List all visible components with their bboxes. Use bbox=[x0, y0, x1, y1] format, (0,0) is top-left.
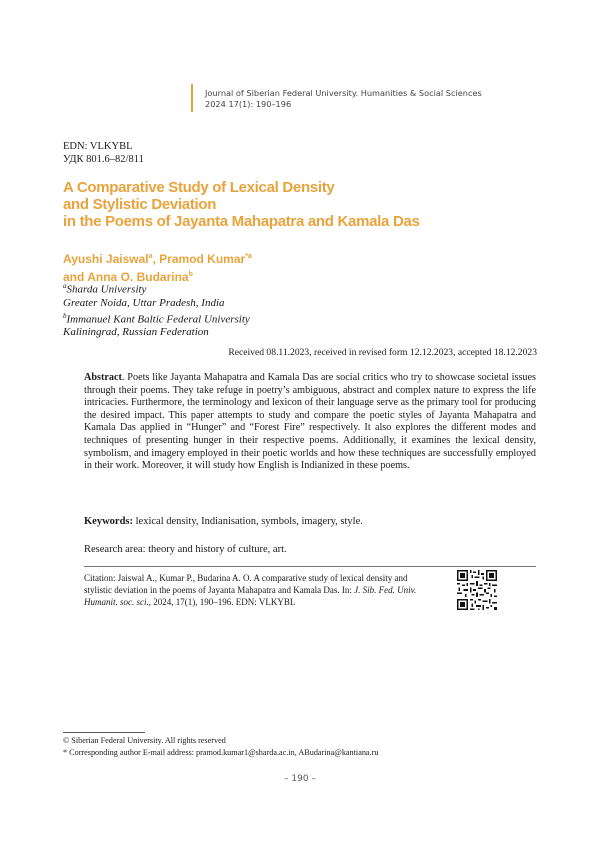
citation-divider bbox=[84, 566, 536, 567]
research-area: Research area: theory and history of culture, art. bbox=[84, 544, 287, 555]
author-name: Pramod Kumar bbox=[159, 252, 246, 266]
affil-org: Immanuel Kant Baltic Federal University bbox=[66, 313, 250, 326]
article-meta bbox=[63, 140, 144, 166]
received-dates: Received 08.11.2023, received in revised form 12.12.2023, accepted 18.12.2023 bbox=[228, 347, 537, 358]
journal-issue: 2024 17(1): 190–196 bbox=[205, 99, 292, 109]
journal-name: Journal of Siberian Federal University. Humanities & Social Sciences bbox=[205, 88, 482, 98]
title-line-3: in the Poems of Jayanta Mahapatra and Kamala Das bbox=[63, 213, 420, 230]
article-title bbox=[63, 179, 533, 230]
affil-mark: a bbox=[63, 282, 67, 290]
keywords bbox=[84, 516, 536, 527]
author-affil-mark: a bbox=[148, 253, 153, 260]
affil-mark: b bbox=[63, 311, 67, 320]
title-line-2: and Stylistic Deviation bbox=[63, 196, 217, 213]
keywords-label: Keywords: bbox=[84, 516, 133, 527]
abstract-label: Abstract bbox=[84, 372, 122, 383]
author-affil-mark: *a bbox=[245, 253, 252, 260]
author-affil-mark: b bbox=[188, 271, 193, 278]
citation-text: Citation: Jaiswal A., Kumar P., Budarina A. O. A comparative study of lexical density and stylistic deviation in the poems of Jayanta Mahapatra and Kamala Das. In: bbox=[84, 573, 408, 595]
affil-org: Sharda University bbox=[66, 283, 147, 296]
author-name: Anna O. Budarina bbox=[87, 270, 189, 284]
edn-code: EDN: VLKYBL bbox=[63, 141, 133, 152]
citation-journal: J. Sib. Fed. Univ. Humanit. soc. sci bbox=[84, 585, 417, 607]
author-name: Ayushi Jaiswal bbox=[63, 252, 149, 266]
title-line-1: A Comparative Study of Lexical Density bbox=[63, 179, 335, 196]
affiliations bbox=[63, 280, 250, 339]
abstract bbox=[84, 372, 536, 473]
affil-location: Greater Noida, Uttar Pradesh, India bbox=[63, 296, 225, 309]
copyright-notice: © Siberian Federal University. All rights reserved bbox=[63, 736, 226, 745]
keywords-text: lexical density, Indianisation, symbols, imagery, style. bbox=[133, 516, 363, 527]
affil-location: Kaliningrad, Russian Federation bbox=[63, 326, 209, 339]
qr-code-icon bbox=[457, 570, 497, 610]
author-separator: , bbox=[152, 252, 160, 266]
footnote-divider bbox=[63, 732, 145, 733]
udc-code: УДК 801.6–82/811 bbox=[63, 154, 144, 165]
citation bbox=[84, 572, 434, 608]
footnotes bbox=[63, 735, 378, 759]
citation-details: ., 2024, 17(1), 190–196. EDN: VLKYBL bbox=[146, 597, 296, 607]
author-conjunction: and bbox=[63, 270, 88, 284]
abstract-text: . Poets like Jayanta Mahapatra and Kamala Das are social critics who try to showcase societal issues through their poems. They take refuge in poetry’s ambiguous, abstract and complex nature to express the life intricacies. Furthermore, the terminology and lexicon of their language serve as the primary tool for producing the desired impact. This paper attempts to study and compare the poetic styles of Jayanta Mahapatra and Kamala Das applied in “Hunger” and “Forest Fire” respectively. It also explores the different modes and techniques of presenting hunger in their respective poems. Additionally, it examines the lexical density, symbolism, and imagery employed in their poetic worlds and how these techniques are successfully employed in their work. Moreover, it will study how English is Indianized in these poems. bbox=[84, 372, 536, 472]
journal-header bbox=[205, 88, 482, 110]
header-accent-bar bbox=[191, 84, 193, 112]
corresponding-author: * Corresponding author E-mail address: pramod.kumar1@sharda.ac.in, ABudarina@kantiana.ru bbox=[63, 748, 379, 757]
page-number: – 190 – bbox=[284, 774, 316, 784]
